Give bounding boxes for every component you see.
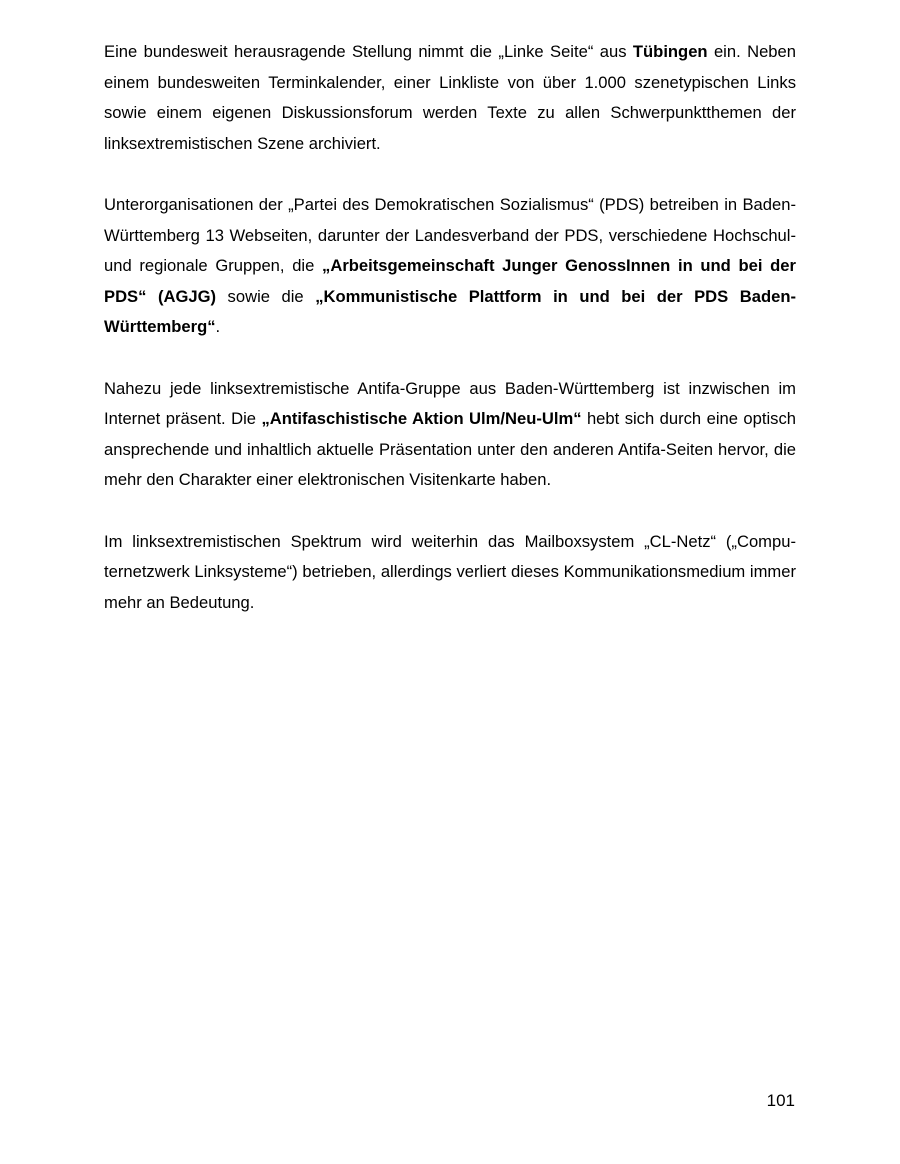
- document-page: [104, 37, 796, 618]
- paragraph-linke-seite: [104, 37, 796, 159]
- paragraph-cl-netz: [104, 527, 796, 619]
- text-segment: sowie die: [216, 286, 316, 306]
- paragraph-antifa: [104, 374, 796, 496]
- text-segment: ein. Neben einem bundesweiten Terminkalender, einer Linkliste von über 1.000 szenetypischen Links sowie einem eigenen Diskussionsforum werden Texte zu allen Schwerpunktthemen der linksextremistischen Szene archiviert.: [104, 42, 796, 153]
- text-segment: Eine bundesweit herausragende Stellung nimmt die „Linke Seite“ aus: [104, 42, 633, 61]
- page-number: 101: [766, 1091, 795, 1110]
- text-segment-bold: Tübingen: [632, 42, 708, 61]
- text-segment: hebt sich durch eine optisch ansprechende und inhaltlich aktuelle Präsentation unter den anderen Antifa-Seiten hervor, die mehr den Charakter einer elektronischen Visitenkarte haben.: [104, 409, 796, 490]
- text-segment: Nahezu jede linksextremistische Antifa-Gruppe aus Baden-Württemberg ist inzwischen im Internet präsent. Die: [104, 378, 796, 429]
- text-segment: Im linksextremistischen Spektrum wird weiterhin das Mailboxsystem „CL-Netz“ („Computernetzwerk Linksysteme“) betrieben, allerdings verliert dieses Kommunikationsmedium immer mehr an Bedeutung.: [104, 531, 796, 612]
- text-segment-bold: „Antifaschistische Aktion Ulm/Neu-Ulm“: [261, 409, 582, 429]
- text-segment: Unterorganisationen der „Partei des Demokratischen Sozialismus“ (PDS) betreiben in Baden-Württemberg 13 Webseiten, darunter der Landesverband der PDS, verschiedene Hochschul- und regionale Gruppen, die: [104, 194, 796, 276]
- text-segment: .: [215, 317, 221, 337]
- text-segment-bold: „Kommunistische Plattform in und bei der PDS Baden-Württemberg“: [104, 286, 797, 337]
- paragraph-pds: [104, 190, 796, 343]
- text-segment-bold: „Arbeitsgemeinschaft Junger GenossInnen in und bei der PDS“ (AGJG): [104, 256, 796, 306]
